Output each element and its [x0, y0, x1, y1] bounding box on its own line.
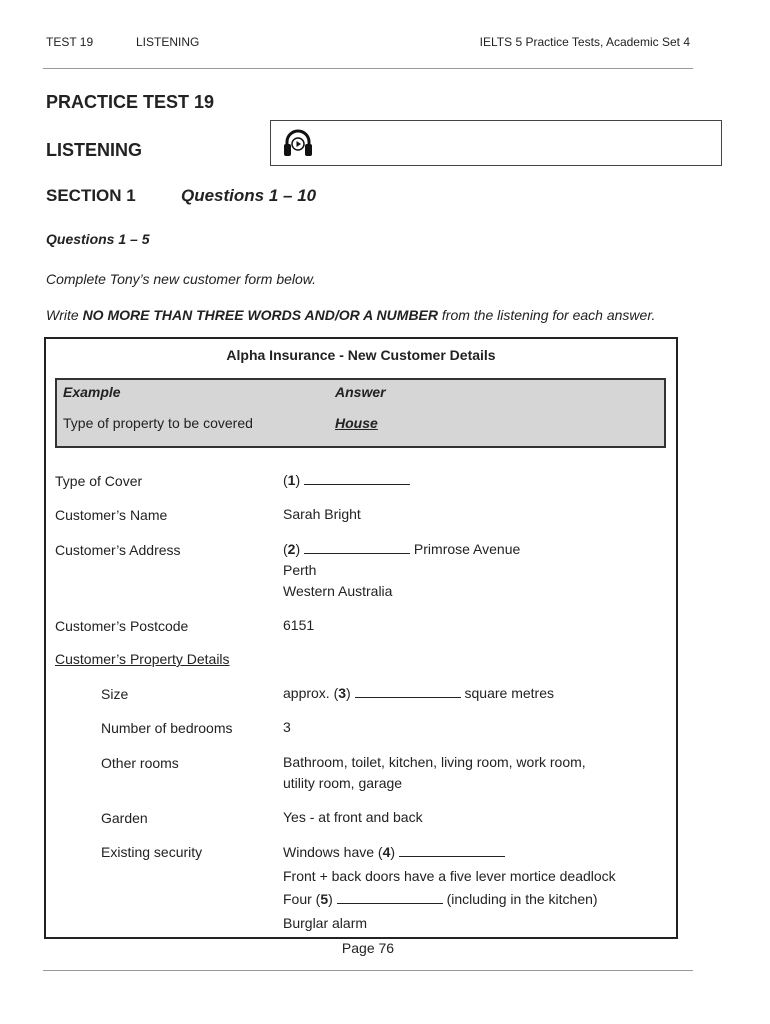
answer-5-blank[interactable]: [337, 893, 443, 904]
question-5-number: 5: [320, 891, 329, 907]
customer-name-value: Sarah Bright: [283, 506, 361, 522]
listening-heading: LISTENING: [46, 140, 143, 160]
security-line-3: Four (5) (including in the kitchen): [283, 891, 598, 907]
question-2-number: 2: [287, 541, 296, 557]
header-divider: [43, 68, 693, 69]
security-line-2: Front + back doors have a five lever mortice deadlock: [283, 867, 616, 884]
example-answer-label: Answer: [335, 384, 386, 400]
garden-value: Yes - at front and back: [283, 809, 423, 825]
section-label: SECTION 1: [46, 186, 136, 205]
customer-name-label: Customer’s Name: [55, 507, 168, 523]
customer-postcode-value: 6151: [283, 617, 315, 633]
answer-4-blank[interactable]: [399, 846, 505, 857]
security-line-4: Burglar alarm: [283, 914, 368, 931]
question-1-number: 1: [287, 472, 296, 488]
questions-subheading: Questions 1 – 5: [46, 231, 150, 247]
instruction-line-2: [46, 307, 655, 323]
other-rooms-label: Other rooms: [101, 755, 179, 771]
question-3-number: 3: [338, 685, 347, 701]
customer-address-label: Customer’s Address: [55, 542, 181, 558]
other-rooms-value: [283, 752, 586, 794]
size-prefix: approx. (: [283, 685, 339, 701]
answer-3-blank[interactable]: [355, 687, 461, 698]
instruction-write: Write: [46, 307, 83, 323]
security-four: Four (: [283, 891, 321, 907]
bedrooms-label: Number of bedrooms: [101, 720, 233, 736]
address-state: Western Australia: [283, 583, 393, 599]
form-title: Alpha Insurance - New Customer Details: [226, 347, 496, 363]
size-label: Size: [101, 686, 129, 702]
instruction-line-1: Complete Tony’s new customer form below.: [46, 271, 317, 287]
size-unit: square metres: [464, 685, 554, 701]
instruction-tail: from the listening for each answer.: [438, 307, 656, 323]
property-details-heading: Customer’s Property Details: [55, 651, 230, 667]
audio-player[interactable]: [270, 120, 722, 166]
header-section: LISTENING: [136, 35, 200, 49]
other-rooms-line-1: Bathroom, toilet, kitchen, living room, work room,: [283, 754, 586, 770]
size-value: approx. (3) square metres: [283, 685, 554, 701]
example-label: Example: [63, 384, 121, 400]
header-book-title: IELTS 5 Practice Tests, Academic Set 4: [479, 35, 690, 49]
other-rooms-line-2: utility room, garage: [283, 775, 403, 791]
customer-address-value: [283, 539, 520, 602]
address-line-1: (2) Primrose Avenue: [283, 541, 521, 557]
security-label: Existing security: [101, 844, 203, 860]
answer-2-blank[interactable]: [304, 543, 410, 554]
security-kitchen-note: (including in the kitchen): [446, 891, 598, 907]
headphones-icon[interactable]: [281, 126, 315, 160]
customer-postcode-label: Customer’s Postcode: [55, 618, 189, 634]
answer-1-blank[interactable]: [304, 474, 410, 485]
address-city: Perth: [283, 562, 317, 578]
type-of-cover-label: Type of Cover: [55, 473, 143, 489]
example-answer: House: [335, 415, 378, 431]
bedrooms-value: 3: [283, 719, 291, 735]
address-street: Primrose Avenue: [413, 541, 521, 557]
question-4-number: 4: [382, 844, 391, 860]
page-number: Page 76: [341, 940, 395, 956]
answer-1-row: (1): [283, 470, 410, 491]
example-question: Type of property to be covered: [63, 415, 253, 431]
page-title: PRACTICE TEST 19: [46, 92, 215, 112]
instruction-word-limit: NO MORE THAN THREE WORDS AND/OR A NUMBER: [82, 307, 438, 323]
security-value: [283, 841, 616, 935]
section-questions: Questions 1 – 10: [181, 186, 317, 205]
garden-label: Garden: [101, 810, 148, 826]
security-windows: Windows have (: [283, 844, 383, 860]
footer-divider: [43, 970, 693, 971]
security-line-1: Windows have (4): [283, 841, 616, 865]
header-test-number: TEST 19: [46, 35, 94, 49]
